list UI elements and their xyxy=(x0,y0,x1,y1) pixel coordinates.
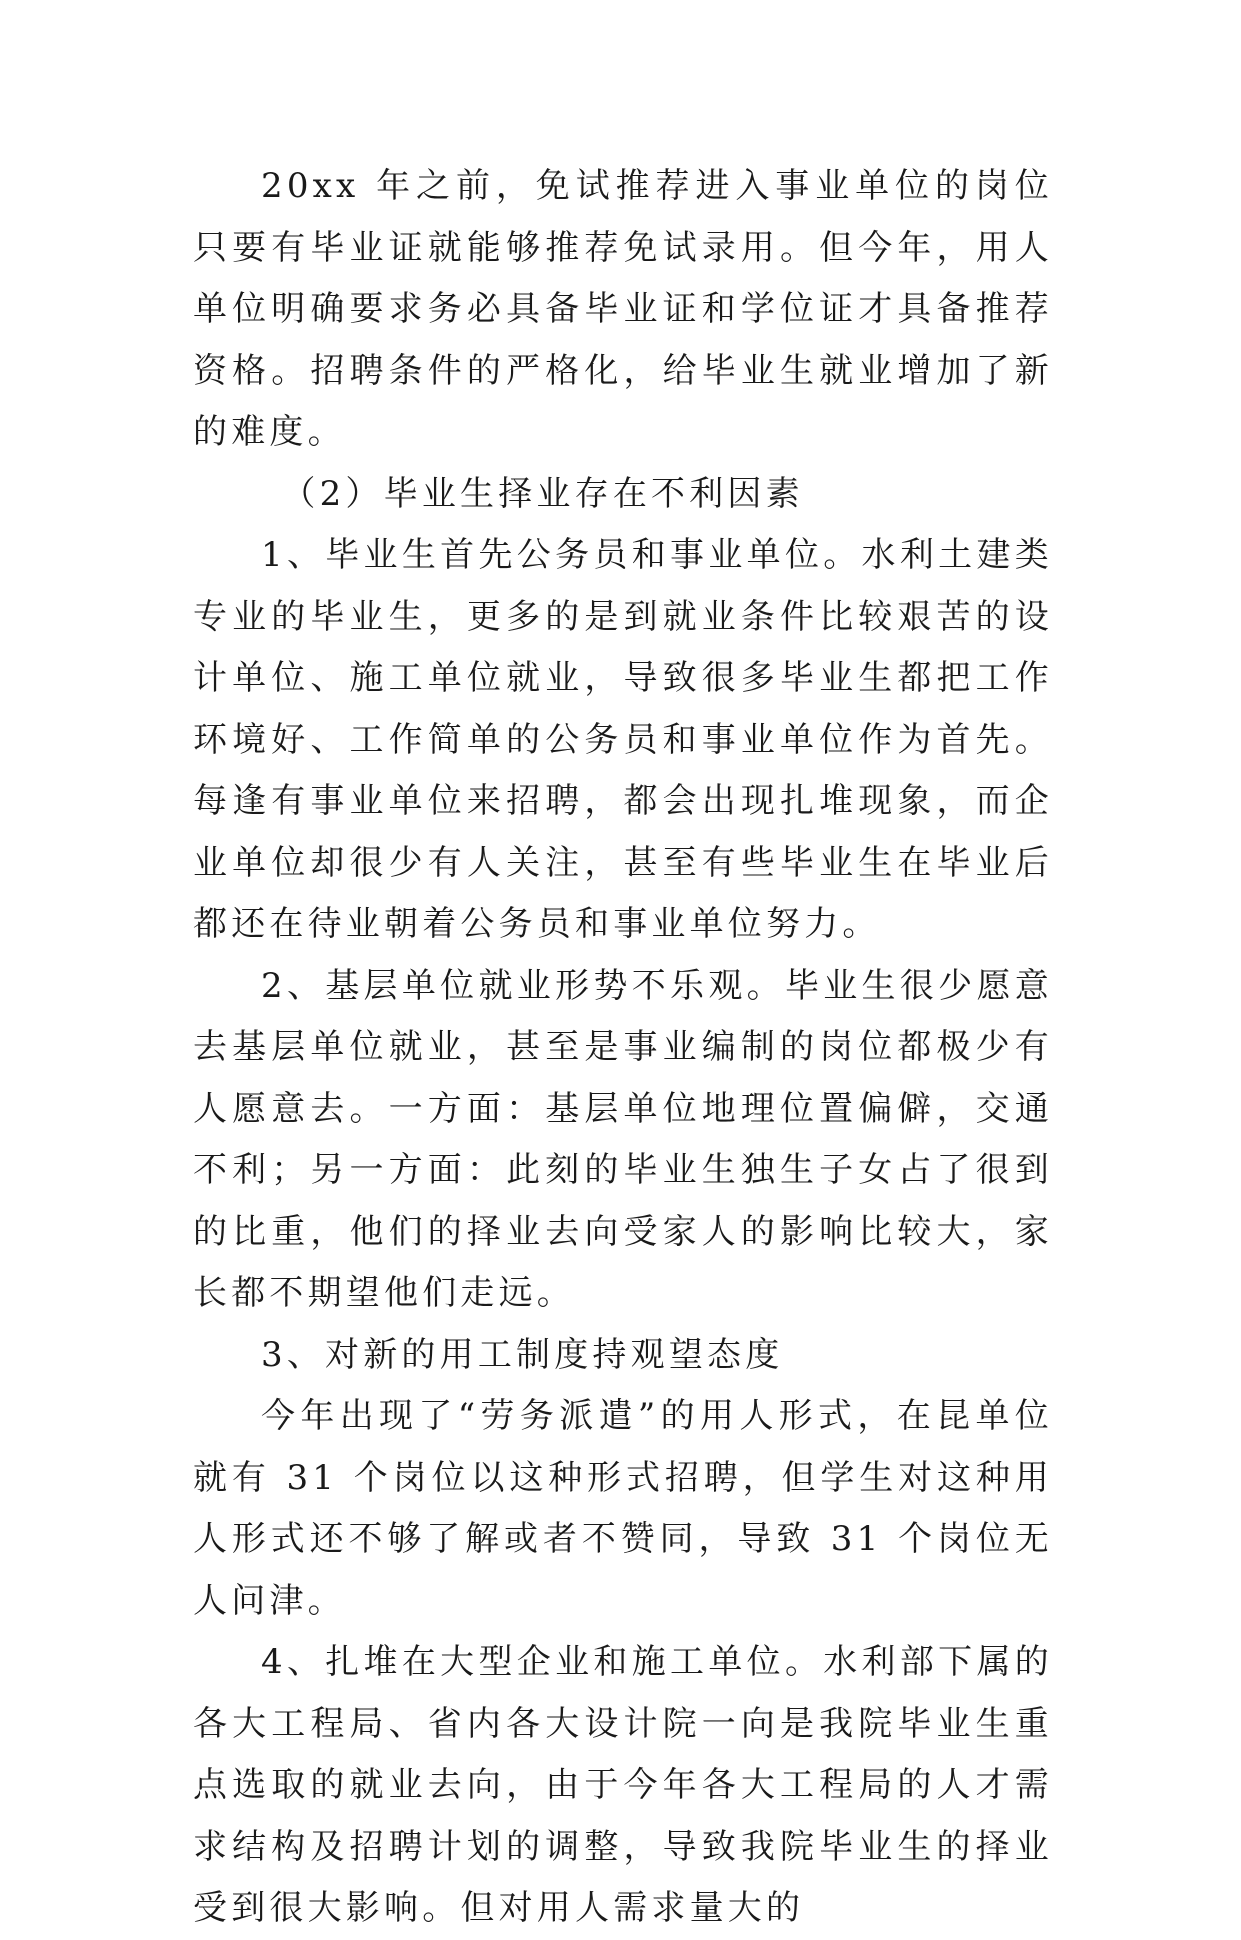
paragraph-recommendation-policy: 20xx 年之前，免试推荐进入事业单位的岗位只要有毕业证就能够推荐免试录用。但今年，用人单位明确要求务必具备毕业证和学位证才具备推荐资格。招聘条件的严格化，给毕业生就业增加了新的难度。 xyxy=(193,166,1053,452)
paragraph-new-employment-system: 3、对新的用工制度持观望态度 xyxy=(261,1334,784,1375)
section-heading-unfavorable-factors: （2）毕业生择业存在不利因素 xyxy=(281,473,804,514)
paragraph-large-enterprises: 4、扎堆在大型企业和施工单位。水利部下属的各大工程局、省内各大设计院一向是我院毕业生重点选取的就业去向，由于今年各大工程局的人才需求结构及招聘计划的调整，导致我院毕业生的择业受到很大影响。但对用人需求量大的 xyxy=(193,1642,1053,1928)
paragraph-grassroots-employment: 2、基层单位就业形势不乐观。毕业生很少愿意去基层单位就业，甚至是事业编制的岗位都极少有人愿意去。一方面：基层单位地理位置偏僻，交通不利；另一方面：此刻的毕业生独生子女占了很到的比重，他们的择业去向受家人的影响比较大，家长都不期望他们走远。 xyxy=(193,965,1053,1313)
paragraph-civil-service-preference: 1、毕业生首先公务员和事业单位。水利土建类专业的毕业生，更多的是到就业条件比较艰苦的设计单位、施工单位就业，导致很多毕业生都把工作环境好、工作简单的公务员和事业单位作为首先。每逢有事业单位来招聘，都会出现扎堆现象，而企业单位却很少有人关注，甚至有些毕业生在毕业后都还在待业朝着公务员和事业单位努力。 xyxy=(193,535,1053,944)
paragraph-labor-dispatch: 今年出现了“劳务派遣”的用人形式，在昆单位就有 31 个岗位以这种形式招聘，但学生对这种用人形式还不够了解或者不赞同，导致 31 个岗位无人问津。 xyxy=(193,1396,1053,1621)
document-body xyxy=(193,156,1053,1940)
